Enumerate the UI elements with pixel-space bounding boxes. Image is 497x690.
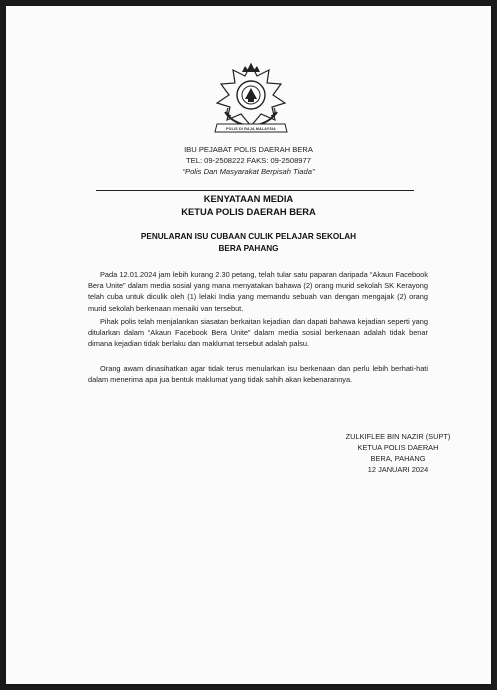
signatory-position: KETUA POLIS DAERAH — [357, 443, 439, 452]
signatory-name: ZULKIFLEE BIN NAZIR (SUPT) — [345, 432, 451, 441]
header-divider — [96, 190, 414, 191]
office-name: IBU PEJABAT POLIS DAERAH BERA — [184, 145, 313, 154]
document-page — [6, 6, 491, 684]
document-title: KENYATAAN MEDIA — [203, 193, 294, 204]
paragraph-3: Orang awam dinasihatkan agar tidak terus menularkan isu berkenaan dan perlu lebih berhati-hati dalam menerima apa jua bentuk maklumat yang tidak sahih akan kebenarannya. — [88, 364, 428, 385]
signatory-location: BERA, PAHANG — [370, 454, 426, 463]
paragraph-1: Pada 12.01.2024 jam lebih kurang 2.30 petang, telah tular satu paparan daripada “Akaun Facebook Bera Unite” dalam media sosial yang mana menyatakan bahawa (2) orang murid sekolah SK Kerayong telah cuba untuk diculik oleh (1) lelaki India yang memandu sebuah van dengan mengajak (2) orang murid sekolah berkenaan menaiki van tersebut. — [88, 270, 428, 313]
paragraph-2: Pihak polis telah menjalankan siasatan berkaitan kejadian dan dapati bahawa kejadian seperti yang ditularkan dalam “Akaun Facebook Bera Unite” dalam media sosial berkenaan adalah tidak benar dimana kejadian tidak berlaku dan maklumat tersebut adalah palsu. — [88, 317, 428, 349]
crest-motto: POLIS DI RAJA MALAYSIA — [226, 127, 276, 131]
document-title-issuer: KETUA POLIS DAERAH BERA — [181, 206, 316, 217]
subject-heading-location: BERA PAHANG — [218, 244, 279, 253]
office-slogan: “Polis Dan Masyarakat Berpisah Tiada” — [182, 167, 315, 176]
police-crest-logo — [211, 62, 291, 136]
subject-heading: PENULARAN ISU CUBAAN CULIK PELAJAR SEKOLAH — [140, 232, 357, 241]
office-contact: TEL: 09-2508222 FAKS: 09-2508977 — [186, 156, 311, 165]
statement-date: 12 JANUARI 2024 — [367, 465, 429, 474]
